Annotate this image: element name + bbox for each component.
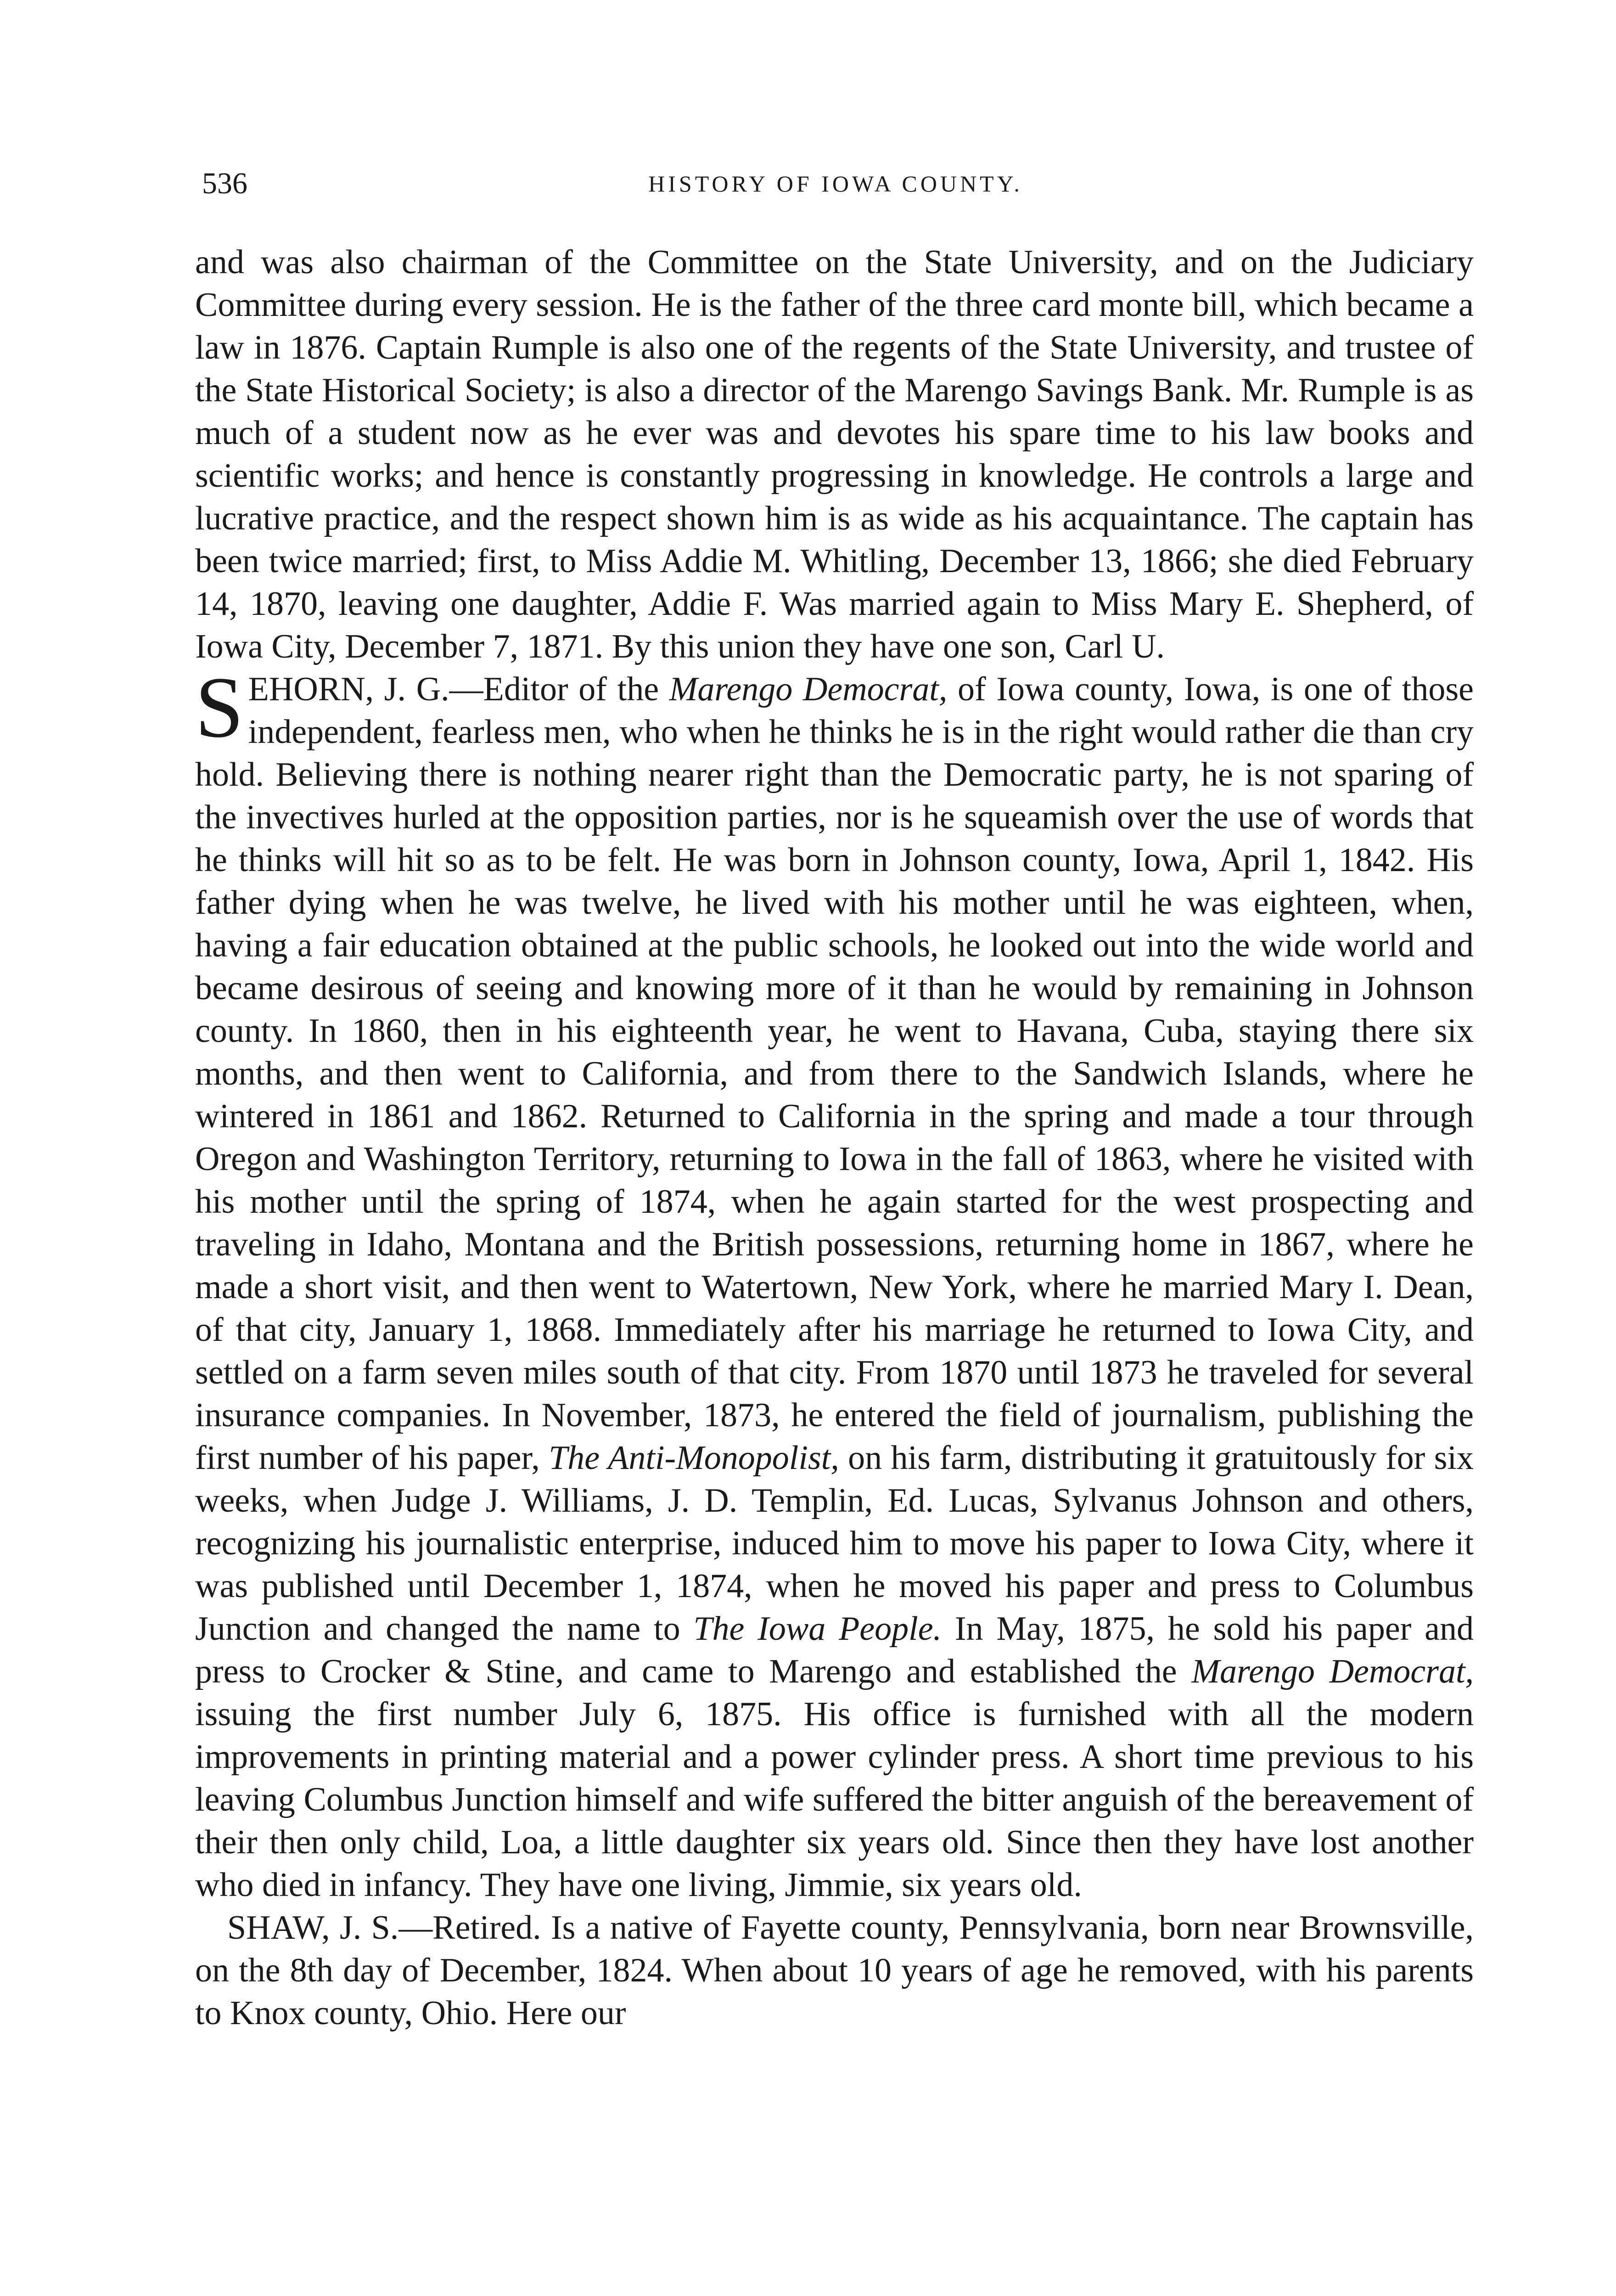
- running-title: HISTORY OF IOWA COUNTY.: [648, 171, 1023, 197]
- page-body: [195, 241, 1474, 2035]
- sehorn-text-3: on his farm, distributing it gratuitously for six weeks, when Judge J. Williams, J. D. Templin, Ed. Lucas, Sylvanus Johnson and others, recognizing his journalistic enterprise, induced him to move his paper to Iowa City, where it was published until December 1, 1874, when he moved his paper and press to Columbus Junction and changed the name to: [195, 1439, 1474, 1648]
- sehorn-text-5: issuing the first number July 6, 1875. His office is furnished with all the modern improvements in printing material and a power cylinder press. A short time previous to his leaving Columbus Junction himself and wife suffered the bitter anguish of the bereavement of their then only child, Loa, a little daughter six years old. Since then they have lost another who died in infancy. They have one living, Jimmie, six years old.: [195, 1695, 1474, 1904]
- sehorn-intro: SEHORN, J. G.—Editor of the: [195, 659, 669, 756]
- page-number: 536: [202, 167, 247, 200]
- paragraph-shaw: SHAW, J. S.—Retired. Is a native of Fayette county, Pennsylvania, born near Brownsville, on the 8th day of December, 1824. When about 10 years of age he removed, with his parents to Knox county, Ohio. Here our: [195, 1909, 1474, 2032]
- sehorn-italic-marengo-democrat-2: Marengo Democrat,: [1191, 1653, 1474, 1690]
- sehorn-text-4: In May, 1875, he sold his paper and press to Crocker & Stine, and came to Marengo and established the: [195, 1610, 1474, 1690]
- sehorn-italic-marengo-democrat: Marengo Democrat,: [669, 670, 948, 708]
- sehorn-italic-iowa-people: The Iowa People.: [693, 1610, 942, 1648]
- page-header: [202, 165, 1469, 202]
- sehorn-italic-anti-monopolist: The Anti-Monopolist,: [549, 1439, 839, 1477]
- paragraph-continuation: and was also chairman of the Committee on the State University, and on the Judiciary Committee during every session. He is the father of the three card monte bill, which became a law in 1876. Captain Rumple is also one of the regents of the State University, and trustee of the State Historical Society; is also a director of the Marengo Savings Bank. Mr. Rumple is as much of a student now as he ever was and devotes his spare time to his law books and scientific works; and hence is constantly progressing in knowledge. He controls a large and lucrative practice, and the respect shown him is as wide as his acquaintance. The captain has been twice married; first, to Miss Addie M. Whitling, December 13, 1866; she died February 14, 1870, leaving one daughter, Addie F. Was married again to Miss Mary E. Shepherd, of Iowa City, December 7, 1871. By this union they have one son, Carl U.: [195, 243, 1474, 665]
- paragraph-sehorn: [195, 659, 1474, 1907]
- sehorn-text-2: of Iowa county, Iowa, is one of those independent, fearless men, who when he thinks he is in the right would rather die than cry hold. Believing there is nothing nearer right than the Democratic party, he is not sparing of the invectives hurled at the opposition parties, nor is he squeamish over the use of words that he thinks will hit so as to be felt. He was born in Johnson county, Iowa, April 1, 1842. His father dying when he was twelve, he lived with his mother until he was eighteen, when, having a fair education obtained at the public schools, he looked out into the wide world and became desirous of seeing and knowing more of it than he would by remaining in Johnson county. In 1860, then in his eighteenth year, he went to Havana, Cuba, staying there six months, and then went to California, and from there to the Sandwich Islands, where he wintered in 1861 and 1862. Returned to California in the spring and made a tour through Oregon and Washington Territory, returning to Iowa in the fall of 1863, where he visited with his mother until the spring of 1874, when he again started for the west prospecting and traveling in Idaho, Montana and the British possessions, returning home in 1867, where he made a short visit, and then went to Watertown, New York, where he married Mary I. Dean, of that city, January 1, 1868. Immediately after his marriage he returned to Iowa City, and settled on a farm seven miles south of that city. From 1870 until 1873 he traveled for several insurance companies. In November, 1873, he entered the field of journalism, publishing the first number of his paper,: [195, 670, 1474, 1477]
